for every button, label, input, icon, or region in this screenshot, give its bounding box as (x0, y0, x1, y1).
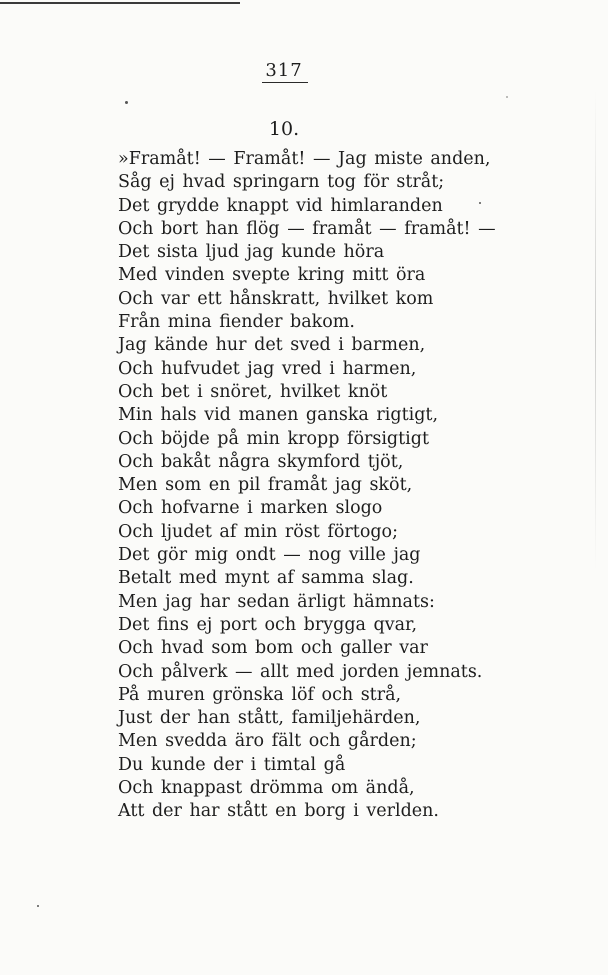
poem-line: Det sista ljud jag kunde höra (118, 242, 385, 263)
print-speck (479, 202, 481, 204)
poem-line: Och hofvarne i marken slogo (118, 498, 383, 519)
poem-line: Det fins ej port och brygga qvar, (118, 614, 418, 635)
poem-line: Och bort han flög — framåt — framåt! — (118, 218, 496, 239)
poem-line: Att der har stått en borg i verlden. (118, 801, 439, 822)
poem-line: På muren grönska löf och strå, (118, 684, 402, 705)
print-speck (125, 101, 128, 104)
print-speck (37, 905, 39, 907)
page-number-underline (262, 82, 308, 83)
poem-line: Men svedda äro fält och gården; (118, 731, 417, 752)
page-number: 317 (265, 60, 303, 81)
poem-text (118, 148, 578, 824)
poem-line: Min hals vid manen ganska rigtigt, (118, 405, 439, 426)
poem-line: Det grydde knappt vid himlaranden (118, 195, 443, 216)
poem-line: Och pålverk — allt med jorden jemnats. (118, 661, 483, 682)
poem-line: Och hvad som bom och galler var (118, 638, 428, 659)
page-edge-shadow (595, 90, 596, 570)
poem-line: Just der han stått, familjehärden, (118, 708, 421, 729)
poem-line: Och hufvudet jag vred i harmen, (118, 358, 417, 379)
poem-line: Med vinden svepte kring mitt öra (118, 265, 426, 286)
poem-line: Men som en pil framåt jag sköt, (118, 475, 413, 496)
poem-line: Och ljudet af min röst förtogo; (118, 521, 398, 542)
poem-line: Men jag har sedan ärligt hämnats: (118, 591, 435, 612)
poem-line: Jag kände hur det sved i barmen, (118, 335, 426, 356)
print-speck (506, 96, 508, 98)
poem-line: Och var ett hånskratt, hvilket kom (118, 288, 434, 309)
poem-line: Och bakåt några skymford tjöt, (118, 451, 404, 472)
poem-number: 10. (268, 118, 300, 140)
poem-line: Det gör mig ondt — nog ville jag (118, 545, 421, 566)
poem-line: Och knappast drömma om ändå, (118, 778, 415, 799)
top-edge-rule (0, 2, 240, 4)
poem-line: Såg ej hvad springarn tog för stråt; (118, 172, 445, 193)
poem-line: Och bet i snöret, hvilket knöt (118, 381, 388, 402)
poem-line: Från mina fiender bakom. (118, 312, 355, 333)
poem-line: Och böjde på min kropp försigtigt (118, 428, 429, 449)
poem-line: Du kunde der i timtal gå (118, 754, 346, 775)
poem-line: Betalt med mynt af samma slag. (118, 568, 414, 589)
poem-line: »Framåt! — Framåt! — Jag miste anden, (118, 149, 491, 169)
